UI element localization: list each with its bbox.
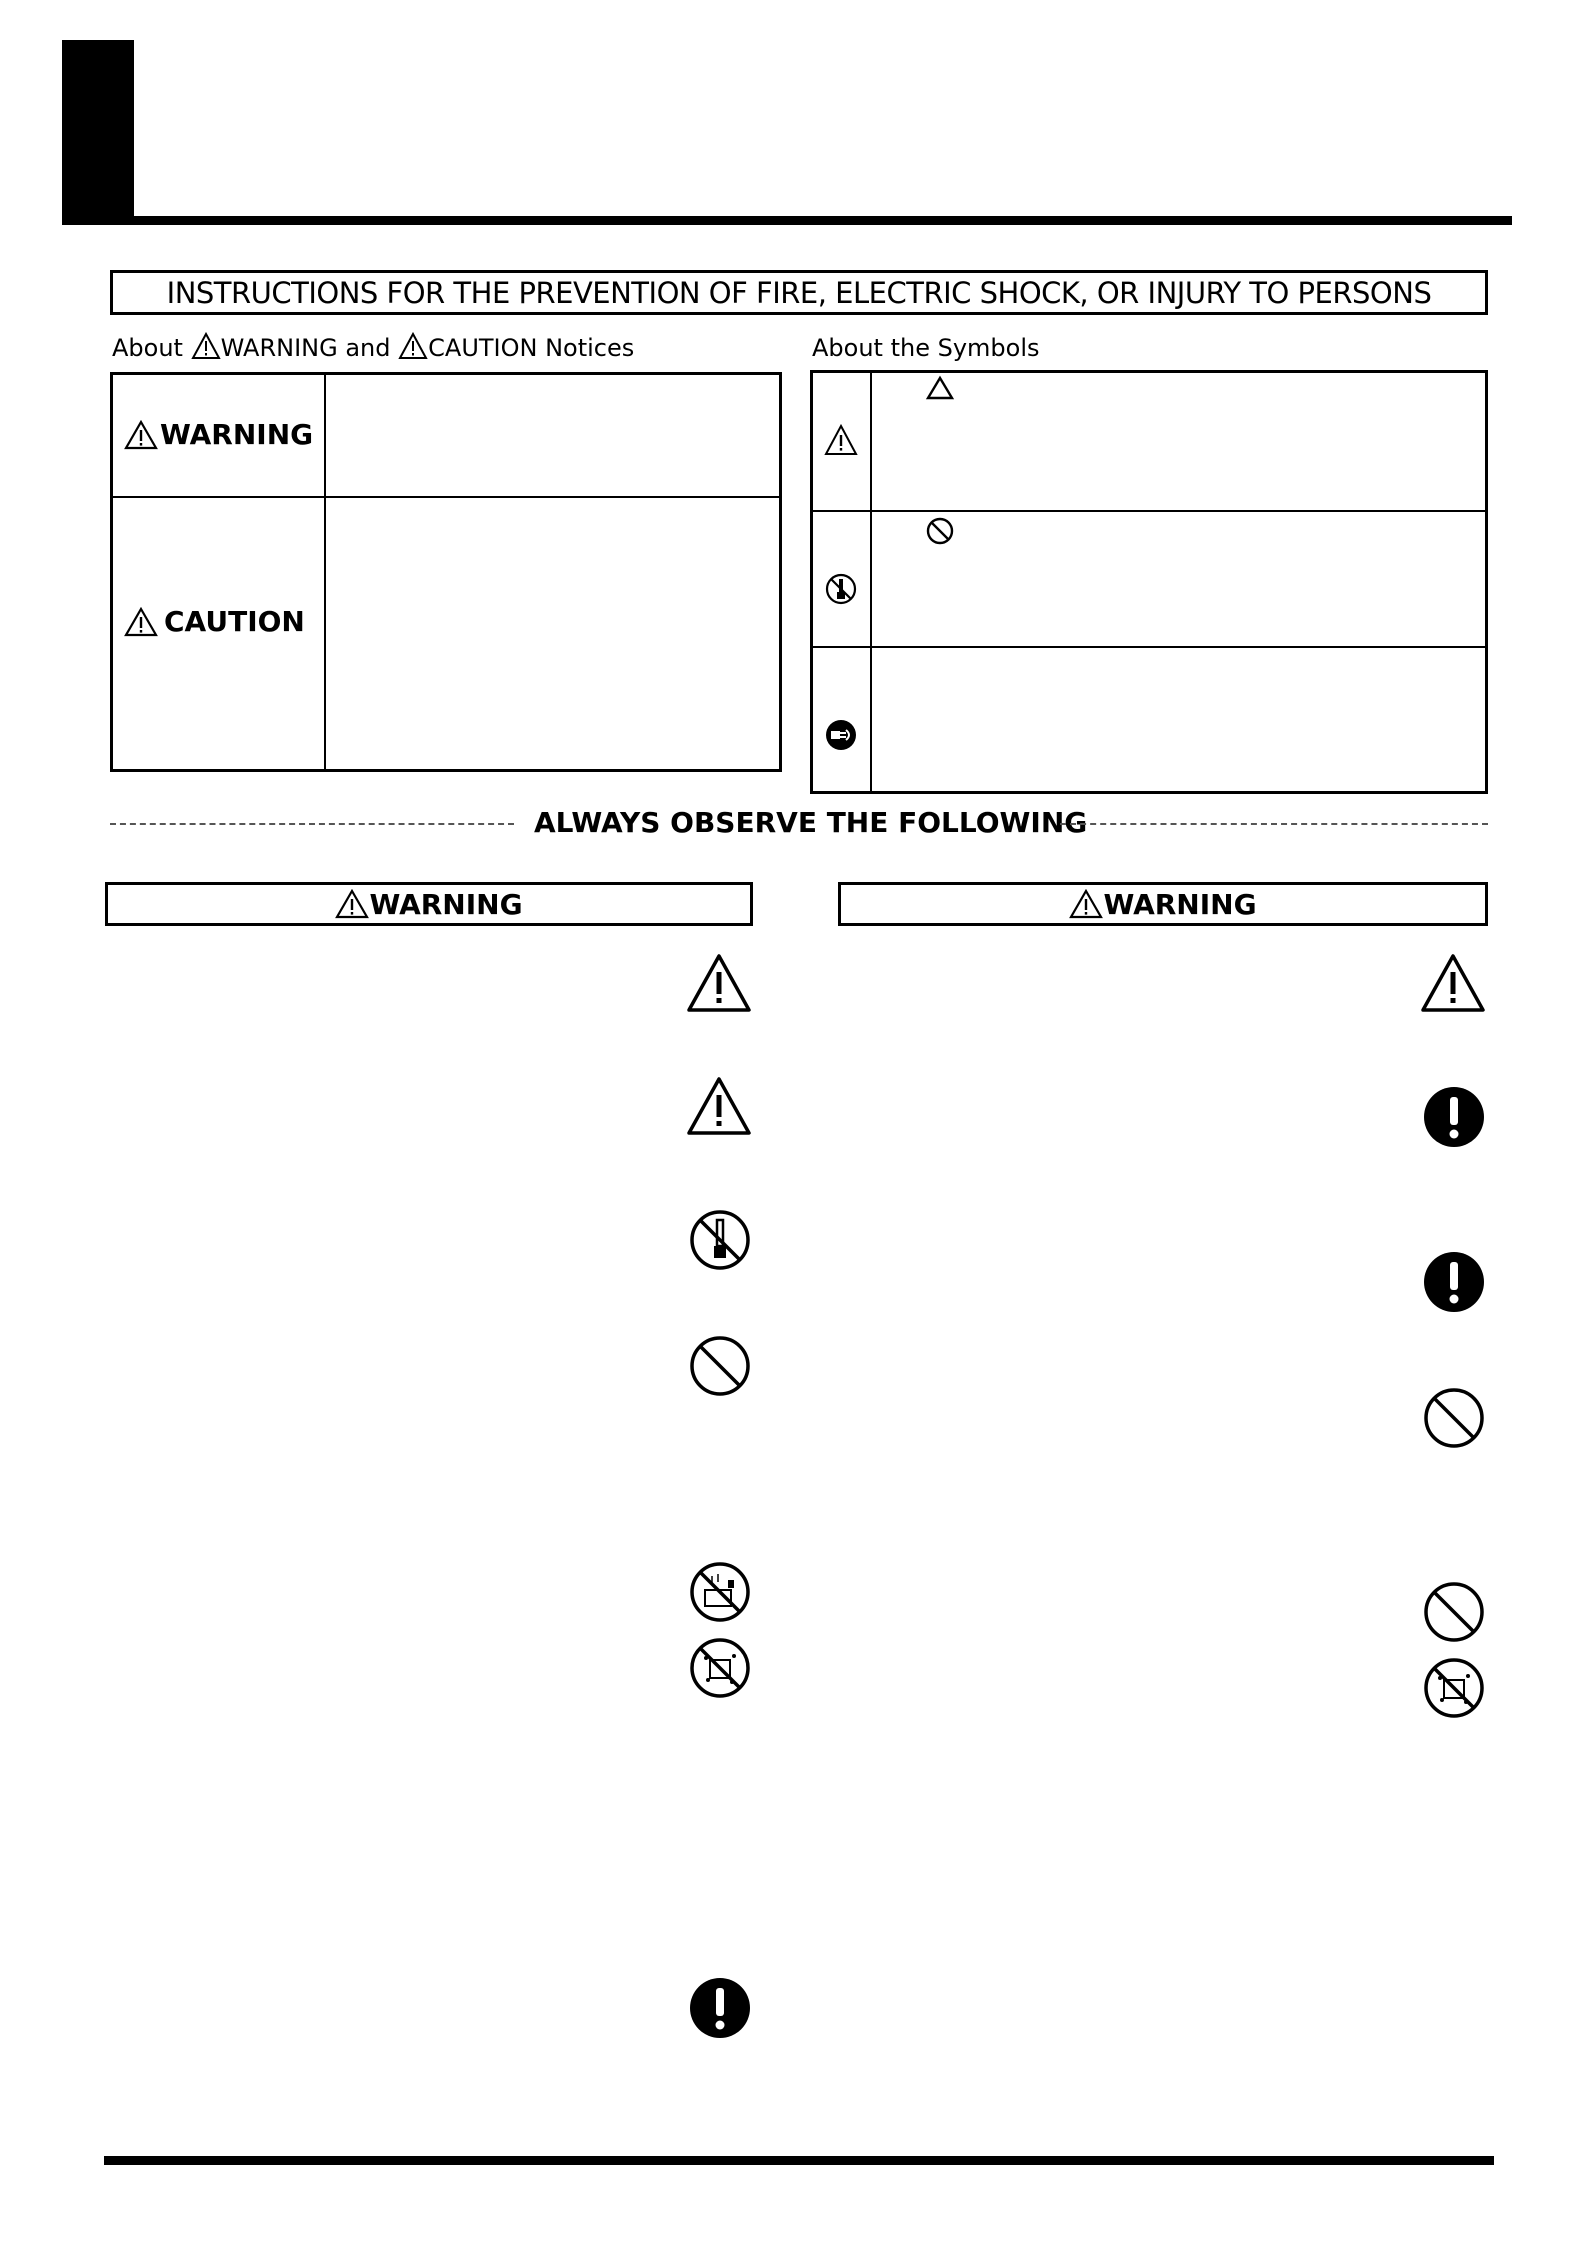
warning-column-header-left	[105, 882, 753, 926]
notice-row-caution-label: CAUTION	[164, 605, 305, 638]
prohibition-circle-icon	[925, 516, 955, 546]
mandatory-icon	[1422, 1085, 1486, 1149]
notices-heading-caution: CAUTION Notices	[428, 334, 635, 362]
no-drop-icon	[1422, 1656, 1486, 1720]
warning-triangle-icon	[824, 424, 858, 456]
notices-heading-and: and	[345, 334, 391, 362]
mandatory-icon	[688, 1976, 752, 2040]
notice-row-caution	[124, 605, 305, 638]
prohibition-icon	[1422, 1386, 1486, 1450]
divider-right	[1060, 823, 1488, 825]
triangle-outline-icon	[925, 375, 955, 401]
notices-heading	[112, 332, 634, 362]
prohibition-icon	[688, 1334, 752, 1398]
no-water-icon	[688, 1560, 752, 1624]
divider-left	[110, 823, 514, 825]
no-disassembly-icon	[688, 1208, 752, 1272]
unplug-icon	[824, 718, 858, 752]
notices-heading-warning: WARNING	[220, 334, 338, 362]
warning-triangle-icon	[124, 420, 158, 450]
caution-small-icon	[398, 332, 428, 360]
section-header-rule	[62, 216, 1512, 225]
warning-triangle-icon	[686, 1075, 752, 1137]
no-disassembly-icon	[824, 572, 858, 606]
caution-triangle-icon	[124, 607, 158, 637]
safety-banner-text: INSTRUCTIONS FOR THE PREVENTION OF FIRE, ELECTRIC SHOCK, OR INJURY TO PERSONS	[166, 275, 1432, 310]
symbols-table-row-rule-1	[810, 510, 1488, 512]
divider-text: ALWAYS OBSERVE THE FOLLOWING	[534, 806, 1088, 839]
warning-triangle-icon	[335, 889, 369, 919]
safety-banner	[110, 270, 1488, 315]
warning-triangle-icon	[1069, 889, 1103, 919]
notices-table-divider	[324, 372, 326, 772]
symbols-table	[810, 370, 1488, 794]
symbols-heading: About the Symbols	[812, 334, 1040, 362]
notice-row-warning-label: WARNING	[160, 418, 314, 451]
notices-heading-about: About	[112, 334, 183, 362]
warning-small-icon	[191, 332, 221, 360]
section-header-block	[62, 40, 134, 224]
prohibition-icon	[1422, 1580, 1486, 1644]
notice-row-warning	[124, 418, 313, 451]
symbols-table-row-rule-2	[810, 646, 1488, 648]
notices-table-row-rule	[110, 496, 782, 498]
warning-column-header-left-label: WARNING	[369, 887, 523, 921]
warning-column-header-right-label: WARNING	[1103, 887, 1257, 921]
warning-column-header-right	[838, 882, 1488, 926]
warning-triangle-icon	[1420, 952, 1486, 1014]
mandatory-icon	[1422, 1250, 1486, 1314]
warning-triangle-icon	[686, 952, 752, 1014]
no-drop-icon	[688, 1636, 752, 1700]
footer-rule	[104, 2156, 1494, 2165]
symbols-table-divider	[870, 370, 872, 794]
